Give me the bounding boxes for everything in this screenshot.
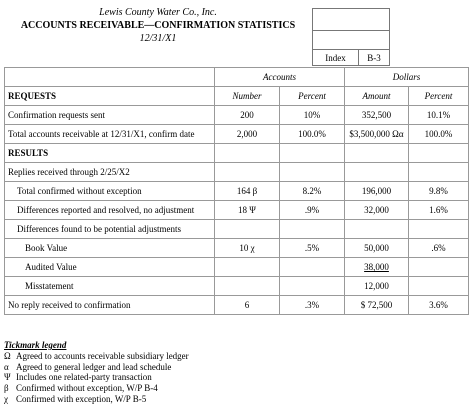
table-cell xyxy=(345,220,409,239)
col-header-percent: Percent xyxy=(280,87,345,106)
table-cell xyxy=(409,258,469,277)
row-label: No reply received to confirmation xyxy=(5,296,215,315)
index-box-blank-mid xyxy=(313,30,390,50)
cell-amount: 38,000 xyxy=(345,258,409,277)
table-row xyxy=(5,182,469,201)
table-row xyxy=(5,163,469,182)
table-row xyxy=(5,277,469,296)
cell-number: 2,000 xyxy=(215,125,280,144)
cell-percent-dollars: 100.0% xyxy=(409,125,469,144)
col-header-amount: Amount xyxy=(345,87,409,106)
table-row xyxy=(5,258,469,277)
worksheet-title: ACCOUNTS RECEIVABLE—CONFIRMATION STATISTICS xyxy=(20,20,296,31)
legend-text: Confirmed without exception, W/P B-4 xyxy=(16,383,158,394)
table-row xyxy=(5,68,469,87)
cell-percent: 10% xyxy=(280,106,345,125)
table-cell xyxy=(5,68,215,87)
cell-percent: .5% xyxy=(280,239,345,258)
group-header-dollars: Dollars xyxy=(345,68,469,87)
list-item xyxy=(4,383,189,394)
index-box xyxy=(312,8,390,66)
section-results: RESULTS xyxy=(5,144,215,163)
table-row xyxy=(5,239,469,258)
cell-number: 164 β xyxy=(215,182,280,201)
legend-text: Agreed to accounts receivable subsidiary ledger xyxy=(16,350,189,361)
table-cell xyxy=(215,144,280,163)
worksheet-date: 12/31/X1 xyxy=(139,33,177,44)
row-label: Misstatement xyxy=(5,277,215,296)
legend-text: Includes one related-party transaction xyxy=(16,372,152,383)
index-box-blank-top xyxy=(313,9,390,31)
row-label: Total confirmed without exception xyxy=(5,182,215,201)
cell-amount: 12,000 xyxy=(345,277,409,296)
cell-percent: .3% xyxy=(280,296,345,315)
col-header-number: Number xyxy=(215,87,280,106)
table-row xyxy=(5,106,469,125)
table-cell xyxy=(280,220,345,239)
index-value: B-3 xyxy=(358,50,389,66)
table-cell xyxy=(409,220,469,239)
cell-number: 18 Ψ xyxy=(215,201,280,220)
list-item xyxy=(4,394,189,405)
table-cell xyxy=(280,163,345,182)
omega-tickmark-icon: Ω xyxy=(4,350,11,361)
list-item xyxy=(4,372,189,383)
cell-number: 10 χ xyxy=(215,239,280,258)
alpha-tickmark-icon: α xyxy=(4,361,9,372)
row-label: Audited Value xyxy=(5,258,215,277)
table-cell xyxy=(215,277,280,296)
table-row xyxy=(5,144,469,163)
cell-amount: 50,000 xyxy=(345,239,409,258)
cell-percent-dollars: 10.1% xyxy=(409,106,469,125)
table-cell xyxy=(215,163,280,182)
table-cell xyxy=(280,277,345,296)
table-row xyxy=(5,87,469,106)
table-row xyxy=(5,125,469,144)
table-cell xyxy=(280,258,345,277)
table-cell xyxy=(345,144,409,163)
cell-percent-dollars: .6% xyxy=(409,239,469,258)
cell-amount: $3,500,000 Ωα xyxy=(345,125,409,144)
cell-percent: .9% xyxy=(280,201,345,220)
confirmation-statistics-table xyxy=(4,67,469,315)
chi-tickmark-icon: χ xyxy=(4,393,8,404)
cell-percent-dollars: 3.6% xyxy=(409,296,469,315)
table-cell xyxy=(409,144,469,163)
beta-tickmark-icon: β xyxy=(4,383,9,394)
table-row xyxy=(5,296,469,315)
row-label: Differences found to be potential adjustments xyxy=(5,220,215,239)
list-item xyxy=(4,362,189,373)
cell-amount: 352,500 xyxy=(345,106,409,125)
table-row xyxy=(5,220,469,239)
worksheet-header xyxy=(8,6,308,45)
table-cell xyxy=(215,220,280,239)
cell-amount: 196,000 xyxy=(345,182,409,201)
cell-percent: 8.2% xyxy=(280,182,345,201)
row-label: Confirmation requests sent xyxy=(5,106,215,125)
index-label: Index xyxy=(313,50,359,66)
legend-title: Tickmark legend xyxy=(4,340,67,350)
cell-amount: 32,000 xyxy=(345,201,409,220)
cell-number: 200 xyxy=(215,106,280,125)
table-cell xyxy=(215,258,280,277)
table-cell xyxy=(409,163,469,182)
row-label: Differences reported and resolved, no adjustment xyxy=(5,201,215,220)
psi-tickmark-icon: Ψ xyxy=(4,372,11,383)
section-requests: REQUESTS xyxy=(5,87,215,106)
row-label: Book Value xyxy=(5,239,215,258)
col-header-percent-dollars: Percent xyxy=(409,87,469,106)
group-header-accounts: Accounts xyxy=(215,68,345,87)
table-cell xyxy=(280,144,345,163)
cell-percent-dollars: 1.6% xyxy=(409,201,469,220)
table-cell xyxy=(409,277,469,296)
table-row xyxy=(5,201,469,220)
cell-amount: $ 72,500 xyxy=(345,296,409,315)
list-item xyxy=(4,351,189,362)
row-label: Replies received through 2/25/X2 xyxy=(5,163,215,182)
company-name: Lewis County Water Co., Inc. xyxy=(99,7,217,18)
tickmark-legend xyxy=(4,340,189,405)
cell-percent-dollars: 9.8% xyxy=(409,182,469,201)
cell-percent: 100.0% xyxy=(280,125,345,144)
row-label: Total accounts receivable at 12/31/X1, confirm date xyxy=(5,125,215,144)
legend-text: Confirmed with exception, W/P B-5 xyxy=(16,393,147,404)
table-cell xyxy=(345,163,409,182)
cell-number: 6 xyxy=(215,296,280,315)
legend-text: Agreed to general ledger and lead schedule xyxy=(16,361,172,372)
